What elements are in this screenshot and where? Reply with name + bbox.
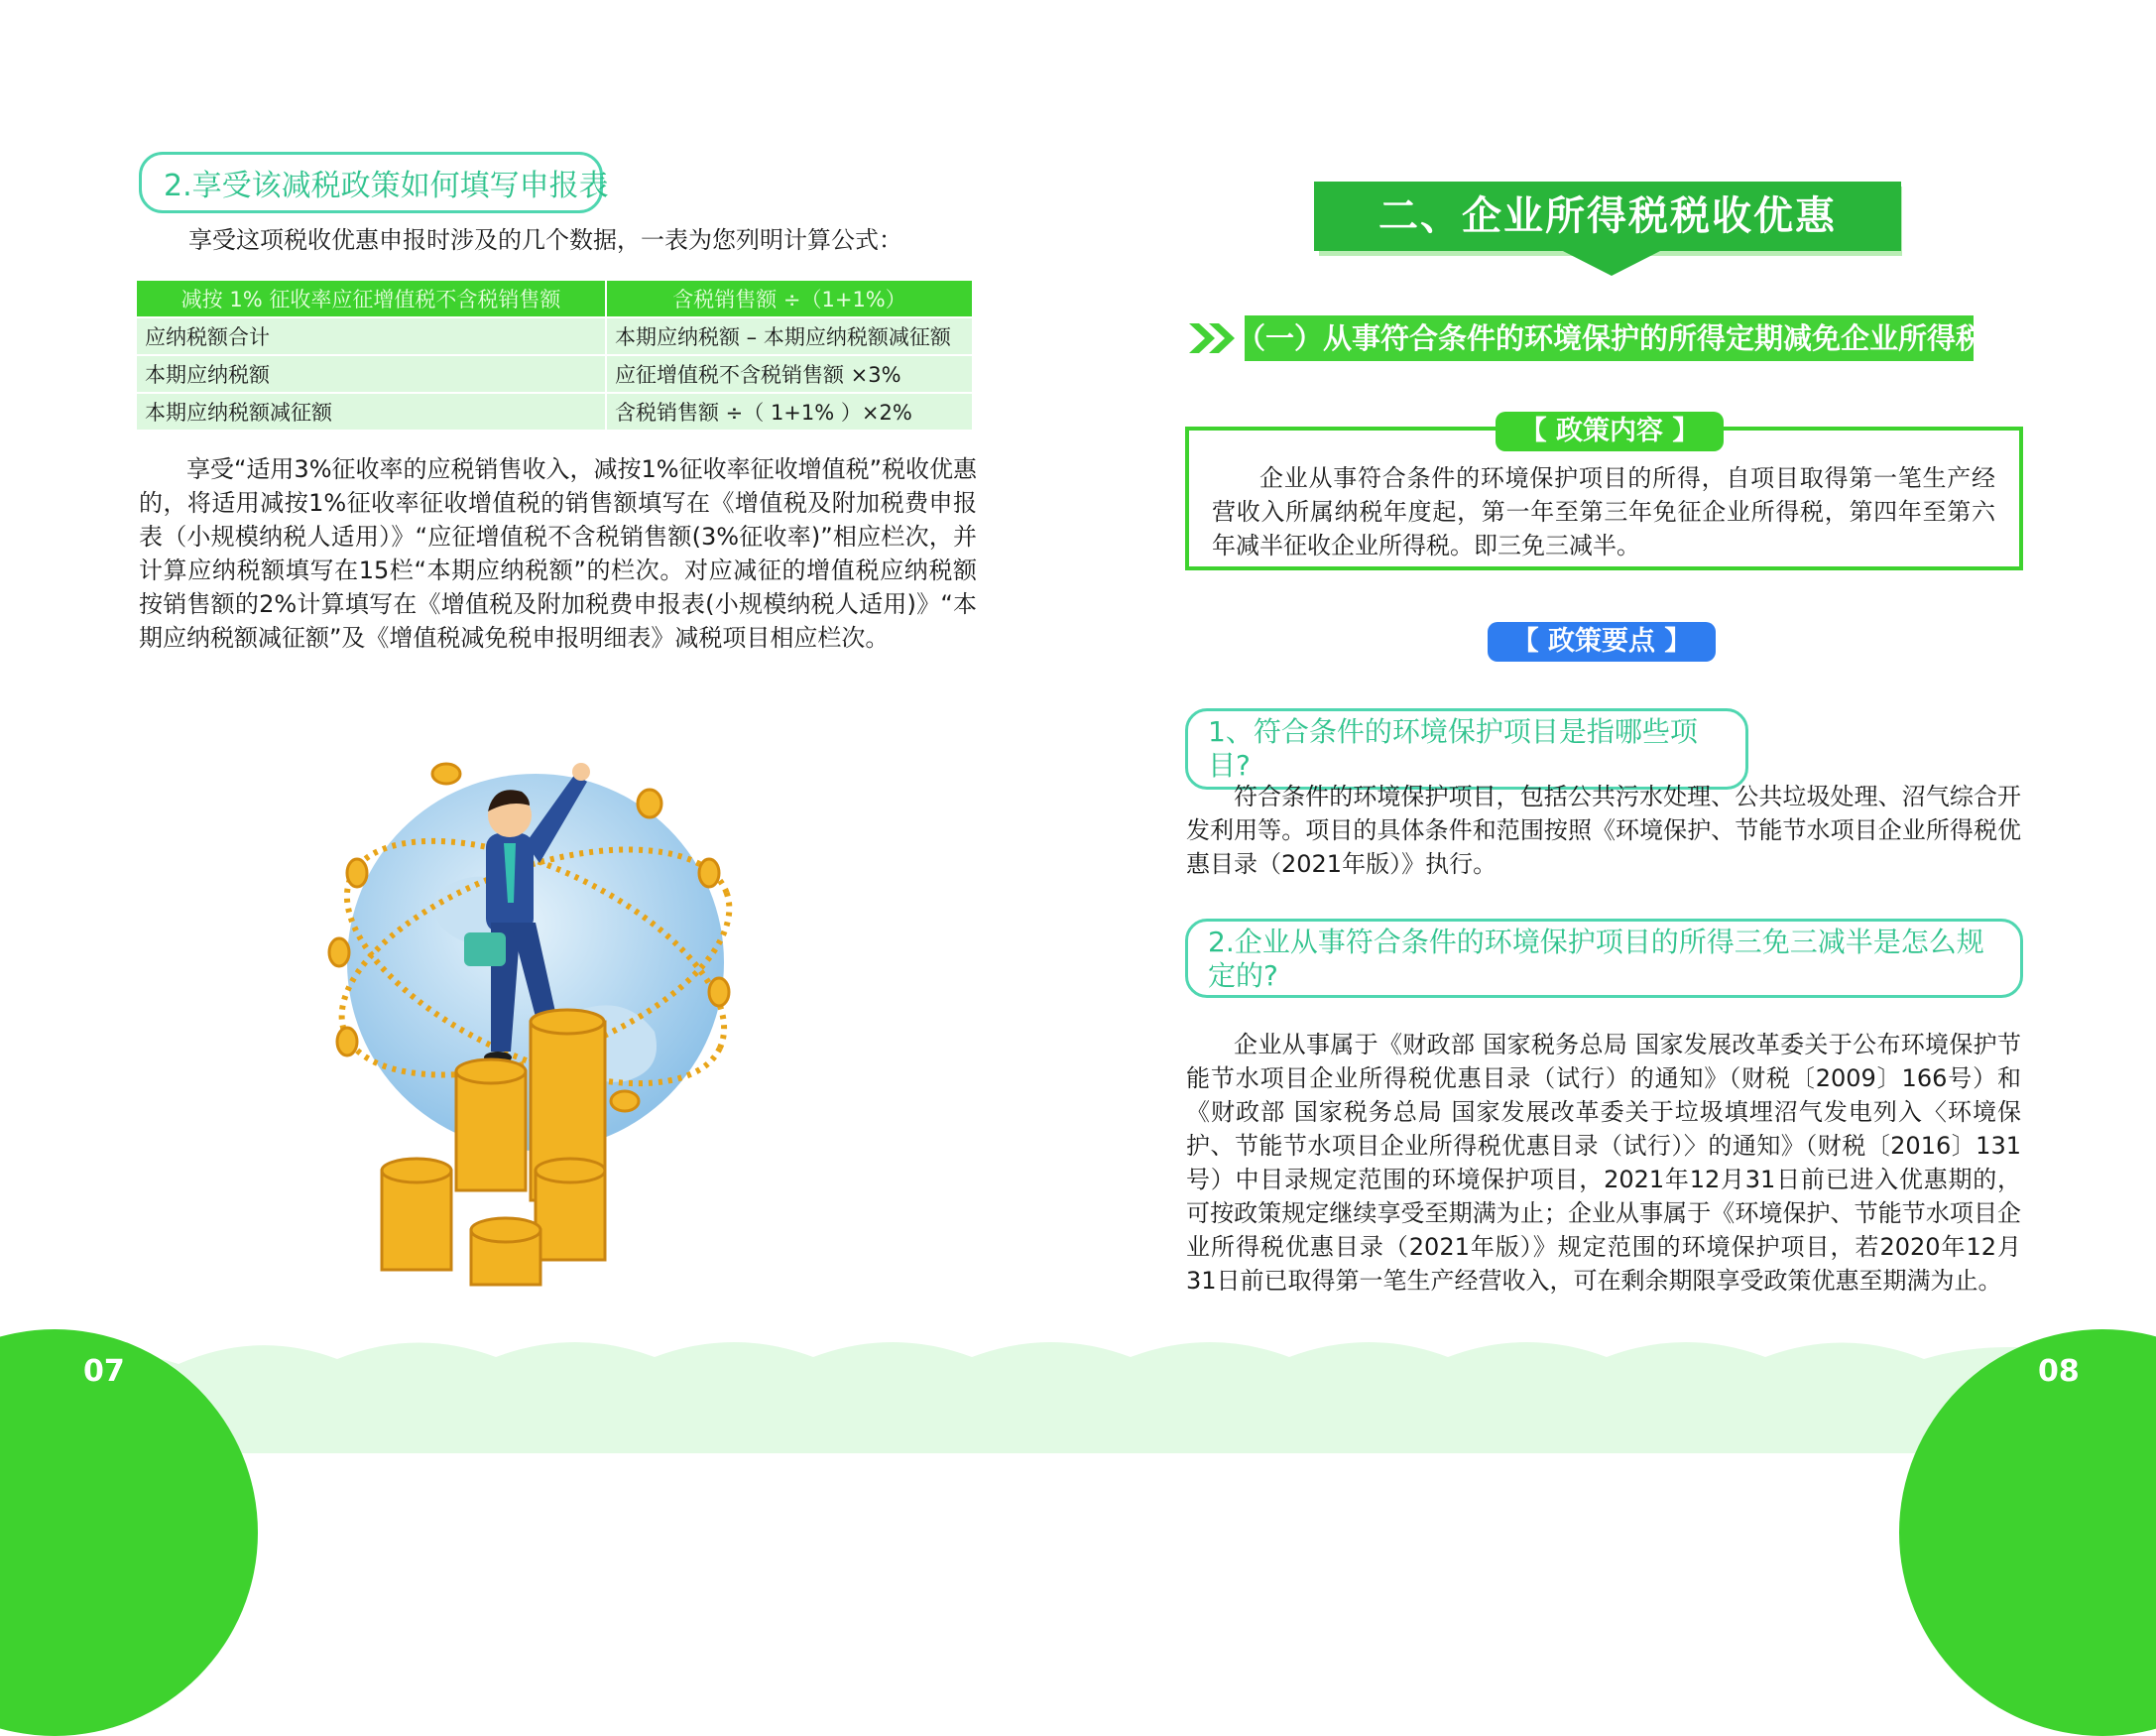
table-header-row bbox=[137, 281, 973, 317]
subheading-bar bbox=[1185, 315, 1985, 361]
banner-chevron bbox=[1557, 248, 1666, 278]
subheading-text: （一）从事符合条件的环境保护的所得定期减免企业所得税 bbox=[1237, 321, 1985, 355]
section-title: 2.享受该减税政策如何填写申报表 bbox=[139, 152, 603, 213]
answer-2: 企业从事属于《财政部 国家税务总局 国家发展改革委关于公布环境保护节能节水项目企业所得税优惠目录（试行）的通知》（财税〔2009〕166号）和《财政部 国家税务总局 国家发展改革委关于垃圾填埋沼气发电列入〈环境保护、节能节水项目企业所得税优惠目录（试行）〉的通知》（财税〔2016〕131号）中目录规定范围的环境保护项目，2021年12月31日前已进入优惠期的，可按政策规定继续享受至期满为止；企业从事属于《环境保护、节能节水项目企业所得税优惠目录（2021年版）》规定范围的环境保护项目，若2020年12月31日前已取得第一笔生产经营收入，可在剩余期限享受政策优惠至期满为止。 bbox=[1186, 1031, 2021, 1295]
formula-table bbox=[137, 281, 974, 432]
table-cell: 应征增值税不含税销售额 ×3% bbox=[606, 355, 973, 393]
question-2: 2.企业从事符合条件的环境保护项目的所得三免三减半是怎么规定的? bbox=[1185, 919, 2023, 998]
policy-points-tag: 【 政策要点 】 bbox=[1488, 622, 1716, 662]
table-row bbox=[137, 355, 973, 393]
businessman-globe-illustration bbox=[327, 754, 744, 1309]
intro-text: 享受这项税收优惠申报时涉及的几个数据，一表为您列明计算公式： bbox=[188, 226, 902, 254]
policy-content-text: 企业从事符合条件的环境保护项目的所得，自项目取得第一笔生产经营收入所属纳税年度起，第一年至第三年免征企业所得税，第四年至第六年减半征收企业所得税。即三免三减半。 bbox=[1212, 464, 1995, 559]
bottom-cloud-band bbox=[0, 1319, 2156, 1453]
table-row bbox=[137, 317, 973, 355]
page-number-right: 08 bbox=[2038, 1354, 2080, 1389]
main-banner: 二、企业所得税税收优惠 bbox=[1314, 182, 1901, 251]
policy-content-tag: 【 政策内容 】 bbox=[1496, 412, 1724, 451]
table-header-cell: 减按 1% 征收率应征增值税不含税销售额 bbox=[137, 281, 606, 317]
question-1: 1、符合条件的环境保护项目是指哪些项目? bbox=[1185, 708, 1748, 790]
table-row bbox=[137, 393, 973, 431]
table-cell: 应纳税额合计 bbox=[137, 317, 606, 355]
table-cell: 本期应纳税额 – 本期应纳税额减征额 bbox=[606, 317, 973, 355]
double-arrow-icon bbox=[1185, 315, 1245, 361]
table-cell: 本期应纳税额 bbox=[137, 355, 606, 393]
table-cell: 含税销售额 ÷（ 1+1% ）×2% bbox=[606, 393, 973, 431]
body-paragraph: 享受“适用3%征收率的应税销售收入，减按1%征收率征收增值税”税收优惠的，将适用减按1%征收率征收增值税的销售额填写在《增值税及附加税费申报表（小规模纳税人适用）》“应征增值税不含税销售额(3%征收率)”相应栏次，并计算应纳税额填写在15栏“本期应纳税额”的栏次。对应减征的增值税应纳税额按销售额的2%计算填写在《增值税及附加税费申报表(小规模纳税人适用)》“本期应纳税额减征额”及《增值税减免税申报明细表》减税项目相应栏次。 bbox=[139, 455, 978, 652]
table-cell: 本期应纳税额减征额 bbox=[137, 393, 606, 431]
answer-1: 符合条件的环境保护项目，包括公共污水处理、公共垃圾处理、沼气综合开发利用等。项目的具体条件和范围按照《环境保护、节能节水项目企业所得税优惠目录（2021年版）》执行。 bbox=[1186, 783, 2021, 878]
page-number-left: 07 bbox=[83, 1354, 125, 1389]
table-header-cell: 含税销售额 ÷（1+1%） bbox=[606, 281, 973, 317]
